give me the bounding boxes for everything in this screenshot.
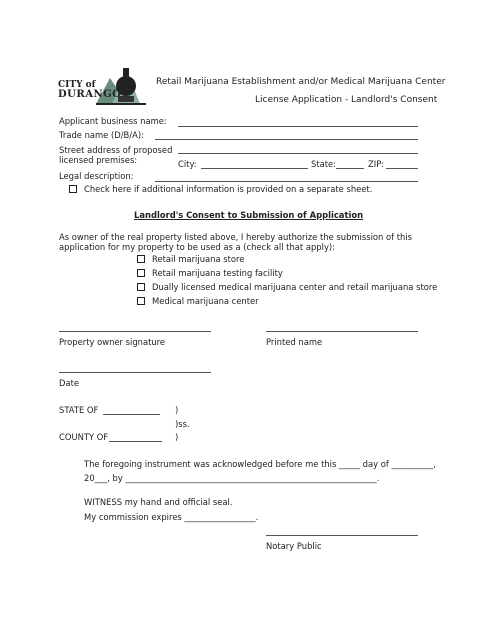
business-name-label: Applicant business name: [59,116,167,126]
street-address-field[interactable] [178,153,418,154]
state-of-field[interactable] [103,414,160,415]
city-label: City: [178,159,197,169]
page-title: Retail Marijuana Establishment and/or Medical Marijuana Center [156,77,446,87]
state-field[interactable] [336,168,364,169]
zip-label: ZIP: [368,159,385,169]
state-label: State: [311,159,336,169]
county-of-label: COUNTY OF [59,432,109,442]
witness-text: WITNESS my hand and official seal. [84,497,233,507]
state-paren: ) [175,405,179,415]
option-dually-licensed-label: Dually licensed medical marijuana center and retail marijuana store [152,282,438,292]
option-retail-store-checkbox[interactable] [137,255,145,263]
city-field[interactable] [201,168,308,169]
legal-description-field[interactable] [155,181,418,182]
additional-info-label: Check here if additional information is provided on a separate sheet. [84,184,373,194]
street-address-label: Street address of proposed [59,145,173,155]
notary-public-label: Notary Public [266,541,322,551]
consent-paragraph-line1: As owner of the real property listed above, I hereby authorize the submission of this [59,232,413,242]
page-subtitle: License Application - Landlord's Consent [255,95,438,105]
option-dually-licensed-checkbox[interactable] [137,283,145,291]
owner-signature-label: Property owner signature [59,337,166,347]
additional-info-checkbox[interactable] [69,185,77,193]
acknowledgment-line2: 20___, by ____________________________________________________________. [84,473,380,483]
option-medical-center-checkbox[interactable] [137,297,145,305]
commission-expires-text: My commission expires _________________. [84,512,259,522]
option-medical-center-label: Medical marijuana center [152,296,259,306]
street-address-label-line2: licensed premises: [59,155,138,165]
consent-paragraph-line2: application for my property to be used as a (check all that apply): [59,242,335,252]
option-retail-store-label: Retail marijuana store [152,254,245,264]
date-field[interactable] [59,372,211,373]
state-of-label: STATE OF [59,405,99,415]
county-of-field[interactable] [109,441,162,442]
printed-name-field[interactable] [266,331,418,332]
option-testing-facility-checkbox[interactable] [137,269,145,277]
trade-name-field[interactable] [155,139,418,140]
legal-description-label: Legal description: [59,171,134,181]
acknowledgment-line1: The foregoing instrument was acknowledged before me this _____ day of __________, [84,459,436,469]
date-label: Date [59,378,80,388]
ss-label: )ss. [175,419,190,429]
consent-heading: Landlord's Consent to Submission of Application [134,210,364,220]
logo-text-durango: DURANGO [58,89,122,100]
business-name-field[interactable] [178,126,418,127]
printed-name-label: Printed name [266,337,323,347]
zip-field[interactable] [386,168,418,169]
notary-signature-field[interactable] [266,535,418,536]
owner-signature-field[interactable] [59,331,211,332]
option-testing-facility-label: Retail marijuana testing facility [152,268,283,278]
logo-text-city-of: CITY of [58,80,96,90]
trade-name-label: Trade name (D/B/A): [59,130,144,140]
county-paren: ) [175,432,179,442]
